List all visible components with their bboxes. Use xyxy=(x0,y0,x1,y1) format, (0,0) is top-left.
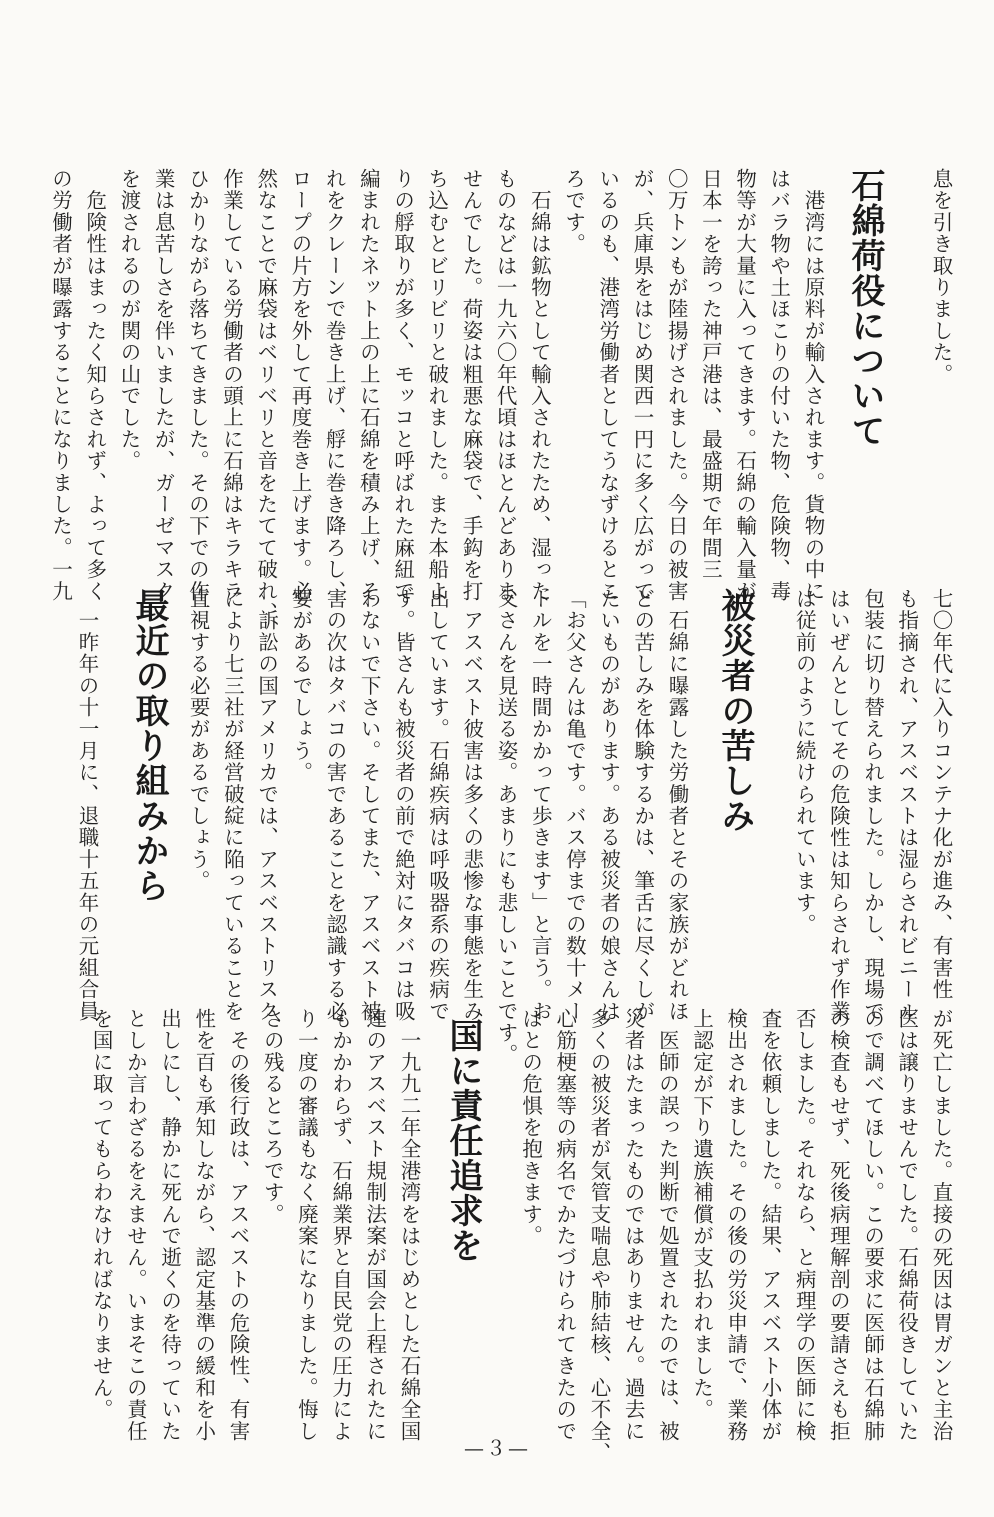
text-line: いるのも、港湾労働者としてうなずけるとこ xyxy=(595,168,620,602)
text-line: はとの危惧を抱きます。 xyxy=(518,1008,543,1247)
text-line: アスベスト彼害は多くの悲惨な事態を生み xyxy=(459,588,484,1022)
text-line: 医は譲りませんでした。石綿荷役きしていた xyxy=(894,1008,919,1442)
text-line: 検出されました。その後の労災申請で、業務 xyxy=(723,1008,748,1442)
text-line: ひかりながら落ちてきました。その下での作 xyxy=(185,168,210,602)
text-line: 然なことで麻袋はベリベリと音をたてて破れ、 xyxy=(253,168,278,624)
text-line: 直視する必要があるでしょう。 xyxy=(186,588,211,892)
paragraph-block xyxy=(924,168,958,568)
text-line: もかかわらず、石綿業界と自民党の圧力によ xyxy=(328,1008,353,1442)
text-line: 港湾には原料が輸入されます。貨物の中に xyxy=(801,168,825,602)
text-line: 連のアスベスト規制法案が国会上程されたに xyxy=(362,1008,387,1442)
text-line: 物等が大量に入ってきます。石綿の輸入量が xyxy=(732,168,757,602)
page-number: —３— xyxy=(464,1436,530,1460)
section-heading: 被災者の苦しみ xyxy=(715,588,755,833)
text-line: 医師の誤った判断で処置されたのでは、被 xyxy=(655,1008,680,1442)
text-line: が死亡しました。直接の死因は胃ガンと主治 xyxy=(929,1008,953,1442)
text-line: 息を引き取りました。 xyxy=(929,168,953,385)
text-line: 七〇年代に入りコンテナ化が進み、有害性 xyxy=(929,588,953,1001)
text-line: 包装に切り替えられました。しかし、現場で xyxy=(860,588,885,1022)
text-line: 危険性はまったく知らされず、よって多く xyxy=(82,168,107,602)
text-line: の労働者が曝露することになりました。一九 xyxy=(48,168,73,602)
text-line: ものなどは一九六〇年代頃はほとんどありま xyxy=(493,168,518,602)
text-line: が、兵庫県をはじめ関西一円に多く広がって xyxy=(629,168,654,602)
text-line: は従前のように続けられています。 xyxy=(792,588,817,936)
text-line: 害の次はタバコの害であることを認識する必 xyxy=(322,588,347,1022)
text-line: も指摘され、アスベストは湿らされビニール xyxy=(894,588,919,1022)
text-line: 訴訟の国アメリカでは、アスベストリスク xyxy=(254,588,279,1022)
text-line: 査を依頼しました。結果、アスベスト小体が xyxy=(757,1008,782,1442)
text-line: 災者はたまったものではありません。過去に xyxy=(621,1008,646,1442)
paragraph-block xyxy=(84,1008,426,1442)
text-line: さの残るところです。 xyxy=(260,1008,285,1225)
text-line: 性を百も承知しながら、認定基準の緩和を小 xyxy=(191,1008,216,1442)
text-line: れをクレーンで巻き上げ、艀に巻き降ろし、 xyxy=(322,168,347,602)
text-line: 一九九二年全港湾をはじめとした石綿全国 xyxy=(397,1008,421,1442)
text-line: す。皆さんも被災者の前で絶対にタバコは吸 xyxy=(391,588,416,1022)
text-line: ろです。 xyxy=(561,168,586,255)
text-line: を渡されるのが関の山でした。 xyxy=(116,168,141,472)
text-line: 日本一を誇った神戸港は、最盛期で年間三 xyxy=(698,168,723,581)
text-line: り一度の審議もなく廃案になりました。悔し xyxy=(294,1008,319,1442)
text-line: せんでした。荷姿は粗悪な麻袋で、手鈎を打 xyxy=(458,168,483,602)
paragraph-block xyxy=(787,588,958,1022)
text-line: により七三社が経営破綻に陥っていることを xyxy=(220,588,245,1022)
text-line: はバラ物や土ほこりの付いた物、危険物、毒 xyxy=(766,168,791,602)
text-line: の検査もせず、死後病理解剖の要請さえも拒 xyxy=(826,1008,851,1442)
section-heading: 国に責任追求を xyxy=(443,1018,483,1263)
paragraph-block xyxy=(43,168,830,624)
text-line: どの苦しみを体験するかは、筆舌に尽くしが xyxy=(630,588,655,1022)
text-line: 石綿に曝露した労働者とその家族がどれほ xyxy=(665,588,689,1022)
text-line: 多くの被災者が気管支喘息や肺結核、心不全、 xyxy=(586,1008,611,1464)
text-line: ロープの片方を外して再度巻き上げます。必 xyxy=(287,168,312,602)
text-line: その後行政は、アスベストの危険性、有害 xyxy=(225,1008,250,1442)
paragraph-block xyxy=(513,1008,958,1464)
text-line: 父さんを見送る姿。あまりにも悲しいことです。 xyxy=(493,588,518,1066)
text-line: ので調べてほしい。この要求に医師は石綿肺 xyxy=(860,1008,885,1442)
section-heading: 最近の取り組みから xyxy=(129,588,169,903)
text-line: わないで下さい。そしてまた、アスベスト被 xyxy=(357,588,382,1022)
text-line: 作業している労働者の頭上に石綿はキラキラ xyxy=(219,168,244,602)
text-line: としか言わざるをえません。いまそこの責任 xyxy=(123,1008,148,1442)
text-line: 「お父さんは亀です。バス停までの数十メー xyxy=(562,588,587,1022)
text-line: 業は息苦しさを伴いましたが、ガーゼマスク xyxy=(151,168,176,602)
text-line: 要があるでしょう。 xyxy=(288,588,313,784)
section-heading: 石綿荷役について xyxy=(845,168,885,448)
text-line: 〇万トンもが陸揚げされました。今日の被害 xyxy=(664,168,689,602)
text-line: を国に取ってもらわなければなりません。 xyxy=(89,1008,114,1421)
paragraph-block xyxy=(70,588,104,1022)
text-line: トルを一時間かかって歩きます」と言う。お xyxy=(528,588,553,1022)
text-line: 出しています。石綿疾病は呼吸器系の疾病で xyxy=(425,588,450,1022)
paragraph-block xyxy=(181,588,694,1066)
text-line: りの艀取りが多く、モッコと呼ばれた麻紐で xyxy=(390,168,415,602)
text-line: たいものがあります。ある被災者の娘さんは xyxy=(596,588,621,1022)
text-line: 上認定が下り遺族補償が支払われました。 xyxy=(689,1008,714,1421)
text-line: はいぜんとしてその危険性は知らされず作業 xyxy=(826,588,851,1022)
text-line: 一昨年の十一月に、退職十五年の元組合員 xyxy=(75,588,99,1022)
text-line: 石綿は鉱物として輸入されたため、湿った xyxy=(527,168,552,602)
text-line: 編まれたネット上の上に石綿を積み上げ、そ xyxy=(356,168,381,602)
text-line: ち込むとビリビリと破れました。また本船よ xyxy=(424,168,449,602)
text-line: 心筋梗塞等の病名でかたづけられてきたので xyxy=(552,1008,577,1442)
text-line: 出しにし、静かに死んで逝くのを待っていた xyxy=(157,1008,182,1442)
text-line: 否しました。それなら、と病理学の医師に検 xyxy=(792,1008,817,1442)
